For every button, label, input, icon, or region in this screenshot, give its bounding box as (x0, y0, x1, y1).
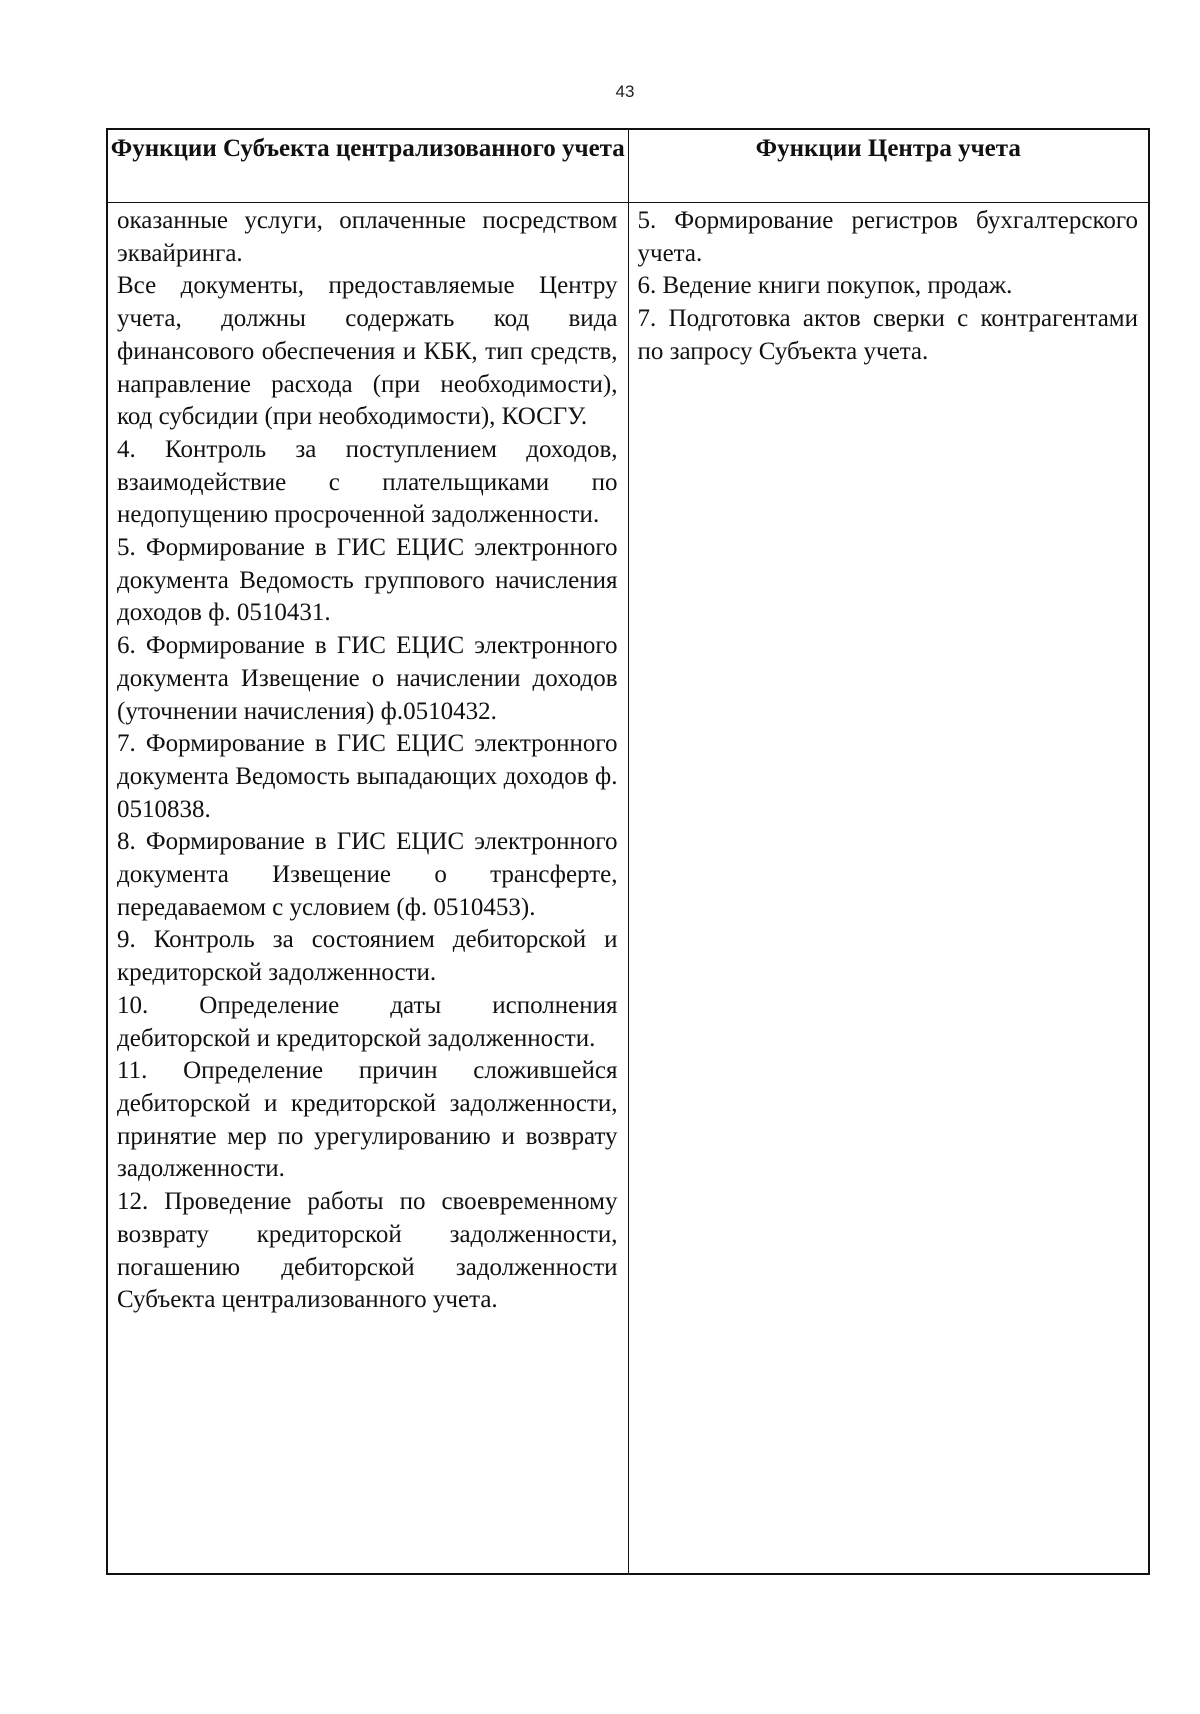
subject-function-item: Все документы, предоставляемые Центру учета, должны содержать код вида финансового обеспечения и КБК, тип средств, направление расхода (при необходимости), код субсидии (при необходимости), КОСГУ. (117, 272, 618, 431)
subject-function-item: оказанные услуги, оплаченные посредством эквайринга. (117, 207, 618, 267)
center-function-item: 5. Формирование регистров бухгалтерского учета. (637, 207, 1138, 267)
subject-function-item: 6. Формирование в ГИС ЕЦИС электронного документа Извещение о начислении доходов (уточнении начисления) ф.0510432. (117, 632, 618, 725)
page-number: 43 (615, 82, 635, 101)
center-function-item: 7. Подготовка актов сверки с контрагентами по запросу Субъекта учета. (637, 305, 1138, 365)
subject-function-item: 11. Определение причин сложившейся дебиторской и кредиторской задолженности, принятие мер по урегулированию и возврату задолженности. (117, 1057, 618, 1183)
subject-function-item: 9. Контроль за состоянием дебиторской и кредиторской задолженности. (117, 926, 618, 987)
subject-function-item: 10. Определение даты исполнения дебиторской и кредиторской задолженности. (117, 991, 618, 1052)
center-function-item: 6. Ведение книги покупок, продаж. (637, 272, 1013, 300)
subject-function-item: 4. Контроль за поступлением доходов, взаимодействие с плательщиками по недопущению просроченной задолженности. (117, 435, 618, 529)
center-functions-header: Функции Центра учета (628, 129, 1149, 203)
subject-functions-header: Функции Субъекта централизованного учета (107, 129, 628, 203)
subject-function-item: 5. Формирование в ГИС ЕЦИС электронного документа Ведомость группового начисления доходов ф. 0510431. (117, 534, 618, 627)
center-functions-cell (628, 203, 1149, 1575)
subject-function-item: 7. Формирование в ГИС ЕЦИС электронного документа Ведомость выпадающих доходов ф. 0510838. (117, 730, 618, 823)
table-body-row (107, 203, 1149, 1575)
subject-functions-cell (107, 203, 628, 1575)
functions-table (106, 128, 1150, 1575)
table-header-row (107, 129, 1149, 203)
subject-function-item: 12. Проведение работы по своевременному возврату кредиторской задолженности, погашению дебиторской задолженности Субъекта централизованного учета. (117, 1188, 618, 1314)
subject-function-item: 8. Формирование в ГИС ЕЦИС электронного документа Извещение о трансферте, передаваемом с условием (ф. 0510453). (117, 828, 618, 921)
